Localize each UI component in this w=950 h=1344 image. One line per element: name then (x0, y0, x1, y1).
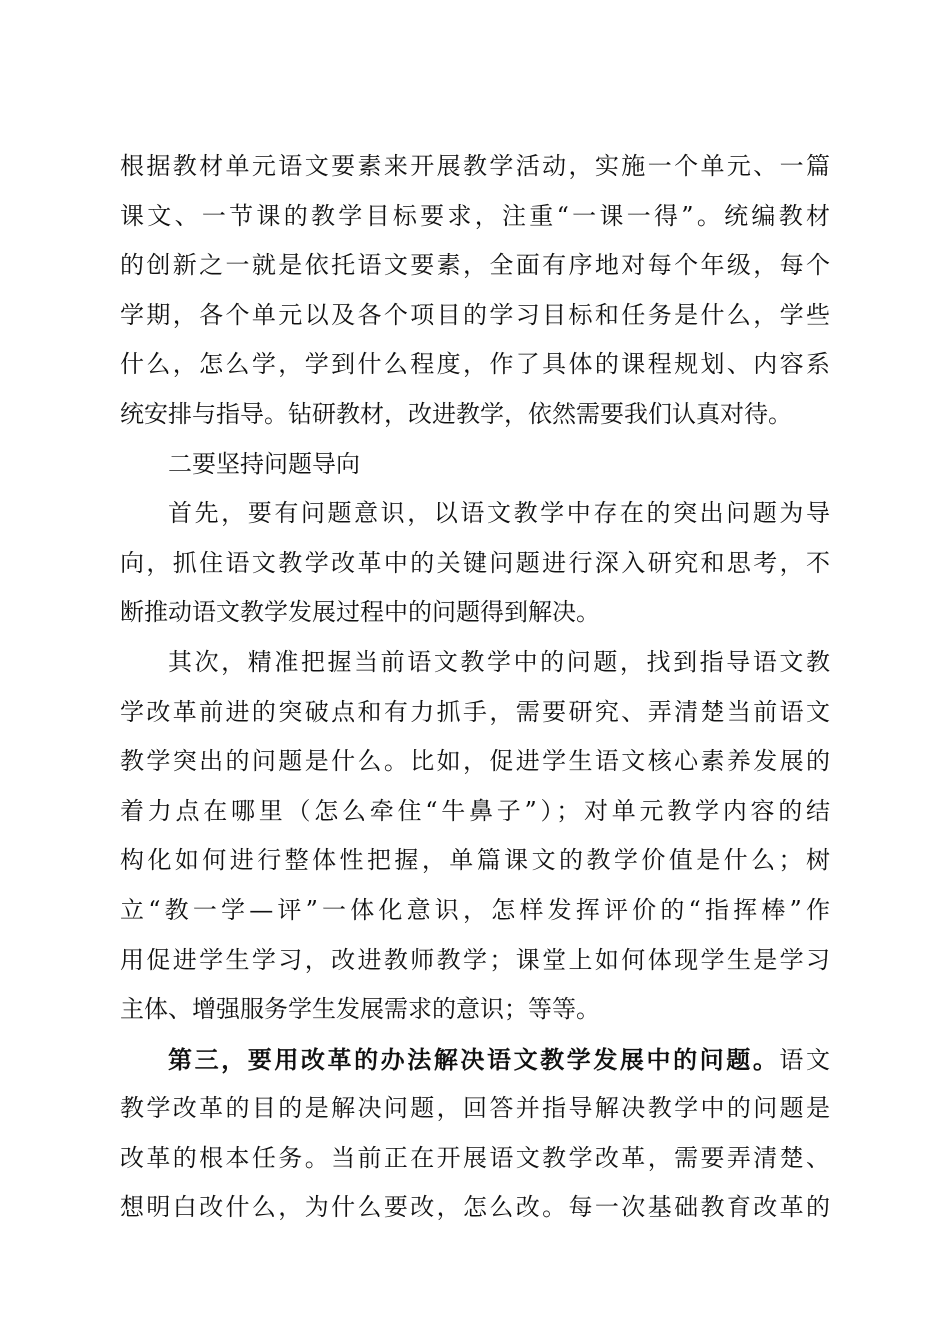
paragraph-line: 教学改革的目的是解决问题，回答并指导解决教学中的问题是 (120, 1094, 830, 1123)
paragraph-line: 课文、一节课的教学目标要求，注重“一课一得”。统编教材 (120, 201, 830, 230)
paragraph-line: 立“教一学—评”一体化意识，怎样发挥评价的“指挥棒”作 (120, 895, 830, 924)
paragraph-line: 向，抓住语文教学改革中的关键问题进行深入研究和思考，不 (120, 548, 830, 577)
paragraph-line: 用促进学生学习，改进教师教学；课堂上如何体现学生是学习 (120, 945, 830, 974)
bold-lead-sentence: 第三，要用改革的办法解决语文教学发展中的问题。 (168, 1044, 780, 1074)
paragraph-4 (120, 1035, 830, 1233)
paragraph-line: 学改革前进的突破点和有力抓手，需要研究、弄清楚当前语文 (120, 697, 830, 726)
paragraph-line (120, 1035, 830, 1085)
document-page (120, 142, 830, 1233)
paragraph-2 (120, 489, 830, 638)
paragraph-line: 的创新之一就是依托语文要素，全面有序地对每个年级，每个 (120, 251, 830, 280)
paragraph-text: 语文 (779, 1045, 831, 1074)
paragraph-3 (120, 638, 830, 1035)
paragraph-line: 统安排与指导。钻研教材，改进教学，依然需要我们认真对待。 (120, 399, 792, 428)
paragraph-1 (120, 142, 830, 440)
paragraph-line: 其次，精准把握当前语文教学中的问题，找到指导语文教 (168, 647, 830, 676)
paragraph-line: 首先，要有问题意识，以语文教学中存在的突出问题为导 (168, 499, 830, 528)
paragraph-line: 学期，各个单元以及各个项目的学习目标和任务是什么，学些 (120, 300, 830, 329)
paragraph-line: 着力点在哪里（怎么牵住“牛鼻子”）；对单元教学内容的结 (120, 796, 830, 825)
paragraph-line: 断推动语文教学发展过程中的问题得到解决。 (120, 598, 600, 627)
paragraph-line: 什么，怎么学，学到什么程度，作了具体的课程规划、内容系 (120, 350, 830, 379)
paragraph-line: 根据教材单元语文要素来开展教学活动，实施一个单元、一篇 (120, 152, 830, 180)
section-heading: 二要坚持问题导向 (168, 449, 360, 478)
paragraph-line: 想明白改什么，为什么要改，怎么改。每一次基础教育改革的 (120, 1193, 830, 1222)
paragraph-line: 构化如何进行整体性把握，单篇课文的教学价值是什么；树 (120, 846, 830, 875)
paragraph-line: 教学突出的问题是什么。比如，促进学生语文核心素养发展的 (120, 747, 830, 776)
paragraph-line: 改革的根本任务。当前正在开展语文教学改革，需要弄清楚、 (120, 1143, 830, 1172)
paragraph-line: 主体、增强服务学生发展需求的意识；等等。 (120, 995, 600, 1024)
